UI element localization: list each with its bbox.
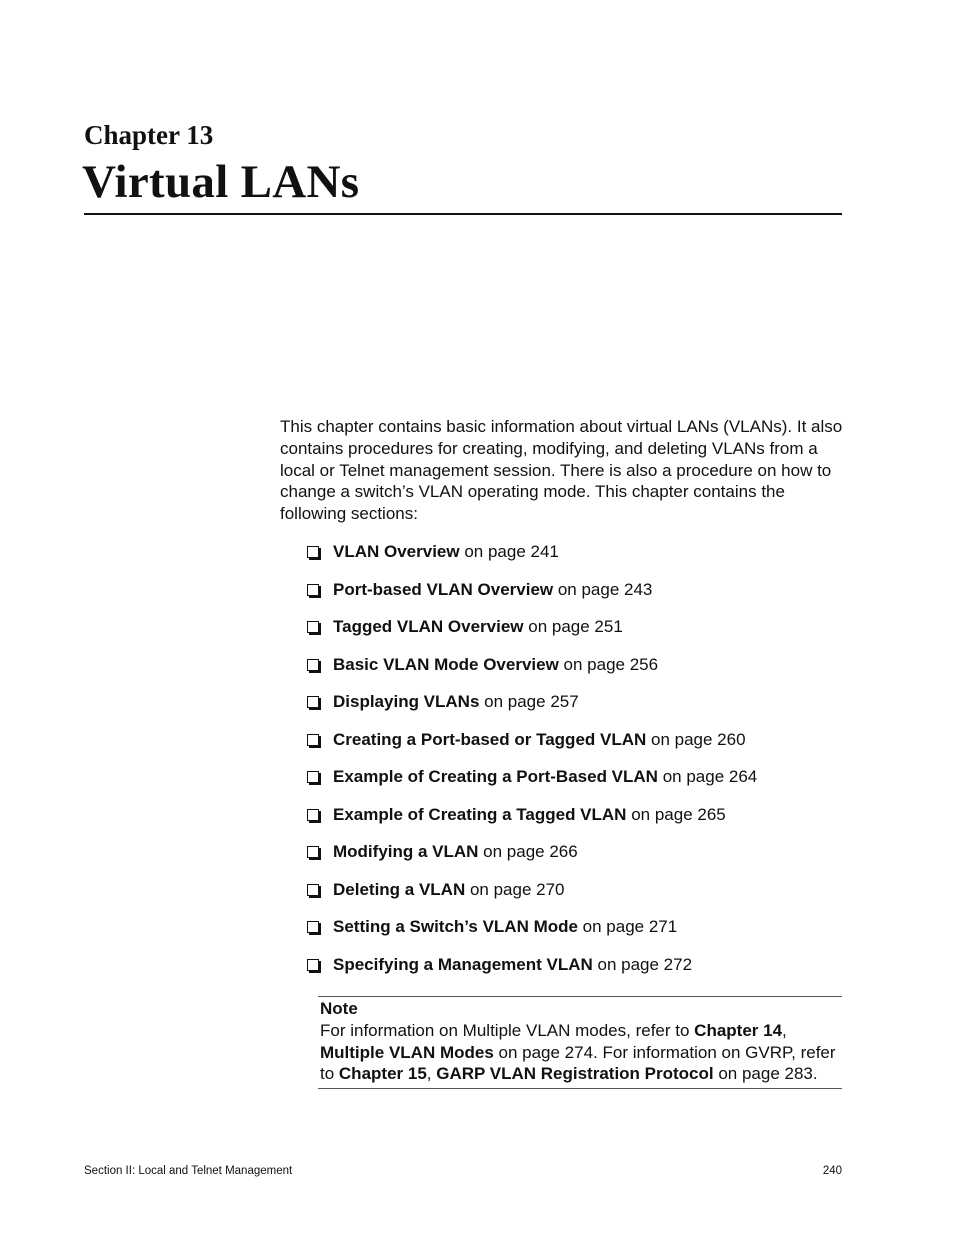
- section-link[interactable]: Setting a Switch’s VLAN Mode: [333, 917, 578, 936]
- list-item: [307, 764, 847, 802]
- list-item: [307, 539, 847, 577]
- chapter-14-link[interactable]: Chapter 14: [694, 1021, 783, 1040]
- note-text-segment: For information on Multiple VLAN modes, refer to: [320, 1021, 695, 1040]
- page-reference: on page 241: [459, 542, 559, 561]
- section-link[interactable]: Example of Creating a Tagged VLAN: [333, 804, 627, 824]
- footer-section-label: Section II: Local and Telnet Management: [84, 1165, 293, 1177]
- note-text-segment: ,: [426, 1064, 437, 1083]
- note-text-segment: ,: [782, 1021, 787, 1040]
- checkbox-bullet-icon: [307, 584, 319, 596]
- note-text: [320, 1020, 842, 1085]
- section-link[interactable]: Example of Creating a Port-Based VLAN: [333, 767, 658, 786]
- checkbox-bullet-icon: [307, 734, 319, 746]
- page-reference: on page 271: [577, 917, 678, 936]
- note-text-segment: on page 274. For information on GVRP, refer to: [320, 1042, 836, 1083]
- list-item: [307, 652, 847, 690]
- checkbox-bullet-icon: [307, 884, 319, 896]
- page-reference: on page 243: [553, 579, 653, 599]
- chapter-label: Chapter 13: [84, 120, 214, 150]
- checkbox-bullet-icon: [307, 771, 319, 783]
- section-link[interactable]: Modifying a VLAN: [333, 842, 479, 861]
- checkbox-bullet-icon: [307, 659, 319, 671]
- section-link[interactable]: VLAN Overview: [333, 542, 460, 561]
- multiple-vlan-modes-link[interactable]: Multiple VLAN Modes: [320, 1042, 494, 1062]
- page-reference: on page 257: [479, 692, 579, 711]
- section-link[interactable]: Tagged VLAN Overview: [333, 617, 524, 636]
- section-link[interactable]: Displaying VLANs: [333, 692, 480, 711]
- section-link[interactable]: Specifying a Management VLAN: [333, 954, 593, 974]
- intro-paragraph: This chapter contains basic information about virtual LANs (VLANs). It also contains procedures for creating, modifying, and deleting VLANs from a local or Telnet management session. There is also a procedure on how to change a switch’s VLAN operating mode. This chapter contains the following sections:: [280, 417, 843, 524]
- section-link[interactable]: Basic VLAN Mode Overview: [333, 654, 559, 674]
- list-item: [307, 914, 847, 952]
- page-reference: on page 260: [646, 729, 746, 749]
- section-link[interactable]: Creating a Port-based or Tagged VLAN: [333, 729, 647, 749]
- note-text-segment: on page 283.: [713, 1064, 818, 1083]
- checkbox-bullet-icon: [307, 546, 319, 558]
- page-reference: on page 264: [657, 767, 758, 786]
- footer-page-number: 240: [822, 1165, 842, 1177]
- section-link[interactable]: Deleting a VLAN: [333, 879, 466, 899]
- note-label: Note: [320, 999, 358, 1018]
- checkbox-bullet-icon: [307, 621, 319, 633]
- page-reference: on page 256: [558, 654, 659, 674]
- title-divider: [84, 213, 842, 215]
- list-item: [307, 727, 847, 765]
- section-list: [307, 539, 847, 989]
- list-item: [307, 877, 847, 915]
- note-box: [318, 996, 842, 1089]
- page-reference: on page 272: [592, 954, 693, 974]
- page-reference: on page 266: [478, 842, 578, 861]
- page-title: Virtual LANs: [82, 156, 360, 208]
- chapter-15-link[interactable]: Chapter 15: [338, 1064, 427, 1083]
- garp-vlan-registration-link[interactable]: GARP VLAN Registration Protocol: [436, 1064, 714, 1083]
- page-reference: on page 270: [465, 879, 565, 899]
- list-item: [307, 577, 847, 615]
- list-item: [307, 839, 847, 877]
- list-item: [307, 802, 847, 840]
- checkbox-bullet-icon: [307, 921, 319, 933]
- page-reference: on page 251: [523, 617, 623, 636]
- page-reference: on page 265: [626, 804, 726, 824]
- checkbox-bullet-icon: [307, 809, 319, 821]
- list-item: [307, 689, 847, 727]
- section-link[interactable]: Port-based VLAN Overview: [333, 579, 554, 599]
- list-item: [307, 614, 847, 652]
- checkbox-bullet-icon: [307, 846, 319, 858]
- list-item: [307, 952, 847, 990]
- checkbox-bullet-icon: [307, 696, 319, 708]
- checkbox-bullet-icon: [307, 959, 319, 971]
